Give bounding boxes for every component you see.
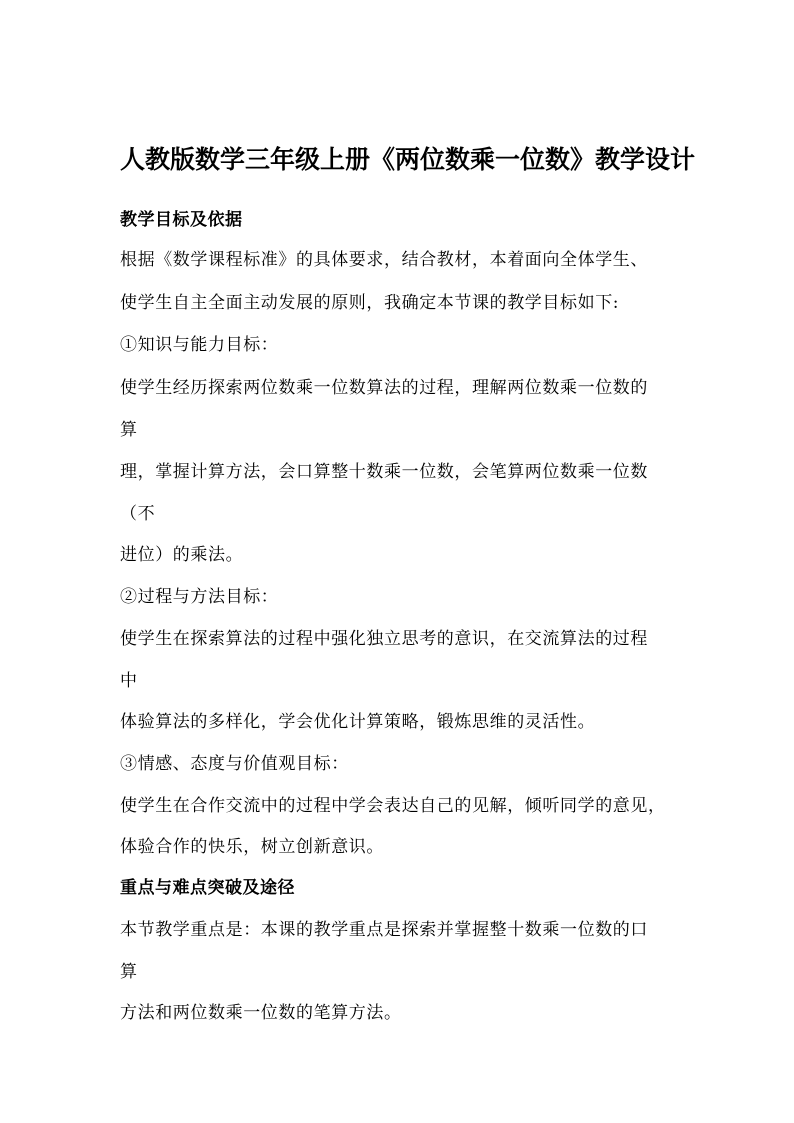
- paragraph-line: 算: [120, 962, 138, 982]
- paragraph-line: 算: [120, 420, 138, 440]
- document-title: 人教版数学三年级上册《两位数乘一位数》教学设计: [120, 145, 696, 174]
- paragraph-line: 中: [120, 671, 138, 691]
- paragraph-line: 体验算法的多样化，学会优化计算策略，锻炼思维的灵活性。: [120, 712, 596, 732]
- objective-item-attitude: ③情感、态度与价值观目标：: [120, 754, 349, 774]
- paragraph-line: 使学生在探索算法的过程中强化独立思考的意识，在交流算法的过程: [120, 629, 648, 649]
- paragraph-line: 方法和两位数乘一位数的笔算方法。: [120, 1003, 402, 1023]
- objective-item-process: ②过程与方法目标：: [120, 587, 279, 607]
- paragraph-line: 理，掌握计算方法，会口算整十数乘一位数，会笔算两位数乘一位数: [120, 462, 648, 482]
- paragraph-line: 体验合作的快乐，树立创新意识。: [120, 837, 384, 857]
- section-heading-key-points: 重点与难点突破及途径: [120, 878, 295, 898]
- paragraph-line: 进位）的乘法。: [120, 545, 244, 565]
- section-heading-objectives: 教学目标及依据: [120, 210, 243, 230]
- paragraph-line: 使学生自主全面主动发展的原则，我确定本节课的教学目标如下:: [120, 293, 620, 313]
- paragraph-line: 本节教学重点是：本课的教学重点是探索并掌握整十数乘一位数的口: [120, 920, 648, 940]
- objective-item-knowledge: ①知识与能力目标：: [120, 335, 279, 355]
- paragraph-line: 根据《数学课程标准》的具体要求，结合教材，本着面向全体学生、: [120, 250, 648, 270]
- paragraph-line: 使学生在合作交流中的过程中学会表达自己的见解，倾听同学的意见，: [120, 796, 666, 816]
- paragraph-line: （不: [120, 504, 156, 524]
- paragraph-line: 使学生经历探索两位数乘一位数算法的过程，理解两位数乘一位数的: [120, 378, 648, 398]
